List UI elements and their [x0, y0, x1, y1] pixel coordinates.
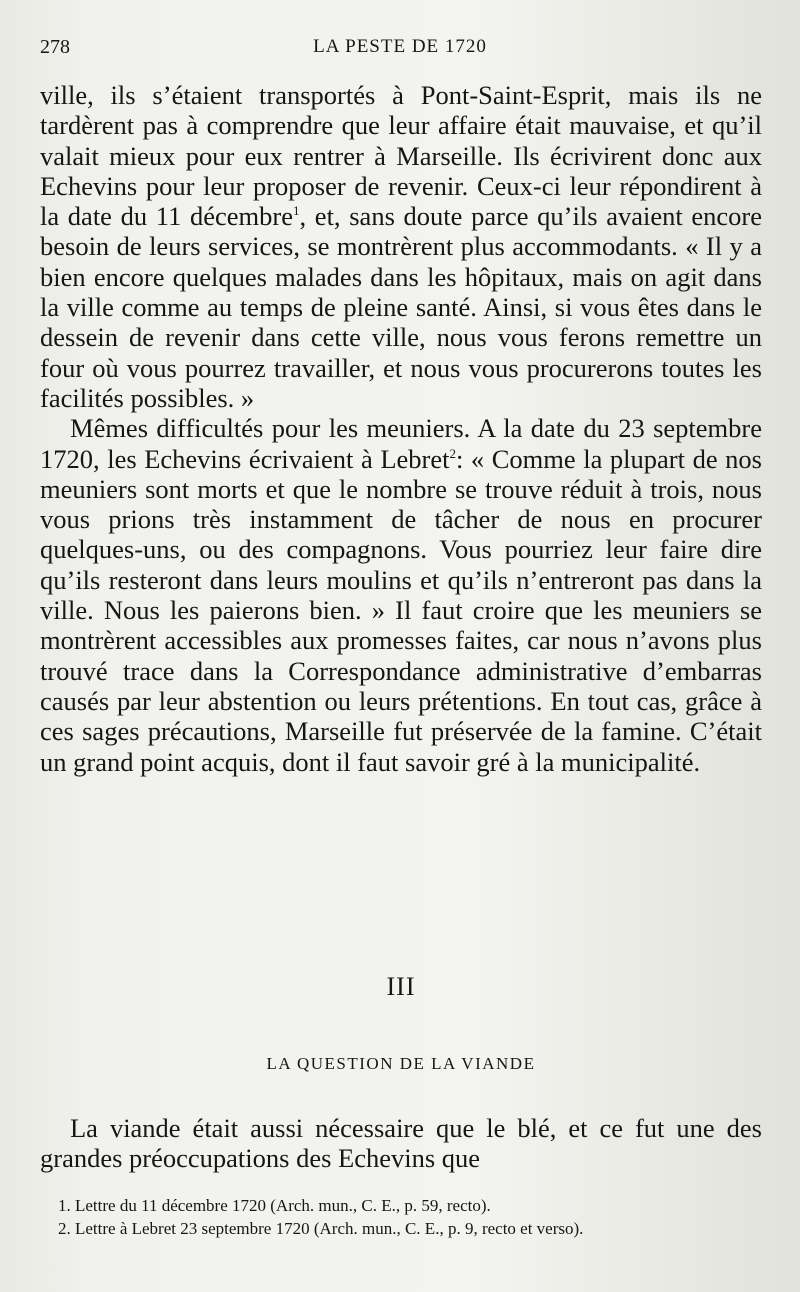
running-title: LA PESTE DE 1720: [313, 36, 487, 57]
paragraph-bakers: [40, 80, 762, 413]
footnote-1: 1. Lettre du 11 décembre 1720 (Arch. mun., C. E., p. 59, recto).: [58, 1196, 491, 1215]
page-number: 278: [40, 36, 70, 58]
paragraph-meat: La viande était aussi nécessaire que le blé, et ce fut une des grandes préoccupations des Echevins que: [40, 1113, 762, 1174]
footnote-2: 2. Lettre à Lebret 23 septembre 1720 (Arch. mun., C. E., p. 9, recto et verso).: [58, 1219, 584, 1238]
footnote-ref-1: 1: [293, 203, 300, 219]
paragraph-bakers-part2: , et, sans doute parce qu’ils avaient encore besoin de leurs services, se montrèrent plus accommodants. « Il y a bien encore quelques malades dans les hôpitaux, mais on agit dans la ville comme au temps de pleine santé. Ainsi, si vous êtes dans le dessein de revenir dans cette ville, nous vous ferons remettre un four où vous pourrez travailler, et nous vous procurerons toutes les facilités possibles. »: [40, 201, 763, 413]
footnotes: [40, 1194, 762, 1240]
section-body: [40, 1113, 762, 1174]
paragraph-millers-part1: Mêmes difficultés pour les meuniers. A la date du 23 septembre 1720, les Echevins écrivaient à Lebret: [40, 413, 762, 474]
paragraph-bakers-part1: ville, ils s’étaient transportés à Pont-Saint-Esprit, mais ils ne tardèrent pas à comprendre que leur affaire était mauvaise, et qu’il valait mieux pour eux rentrer à Marseille. Ils écrivirent donc aux Echevins pour leur proposer de revenir. Ceux-ci leur répondirent à la date du 11 décembre: [40, 80, 762, 232]
section-numeral: III: [386, 972, 416, 1001]
running-head: [40, 32, 760, 62]
paragraph-millers: [40, 413, 762, 777]
paragraph-millers-part2: : « Comme la plupart de nos meuniers sont morts et que le nombre se trouve réduit à trois, nous vous prions très instamment de tâcher de nous en procurer quelques-uns, ou des compagnons. Vous pourriez leur faire dire qu’ils resteront dans leurs moulins et qu’ils n’entreront pas dans la ville. Nous les paierons bien. » Il faut croire que les meuniers se montrèrent accessibles aux promesses faites, car nous n’avons plus trouvé trace dans la Correspondance administrative d’embarras causés par leur abstention ou leurs prétentions. En tout cas, grâce à ces sages précautions, Marseille fut préservée de la famine. C’était un grand point acquis, dont il faut savoir gré à la municipalité.: [40, 443, 762, 777]
footnote-ref-2: 2: [449, 445, 456, 461]
section-title: LA QUESTION DE LA VIANDE: [266, 1054, 536, 1073]
body-text: [40, 80, 762, 777]
